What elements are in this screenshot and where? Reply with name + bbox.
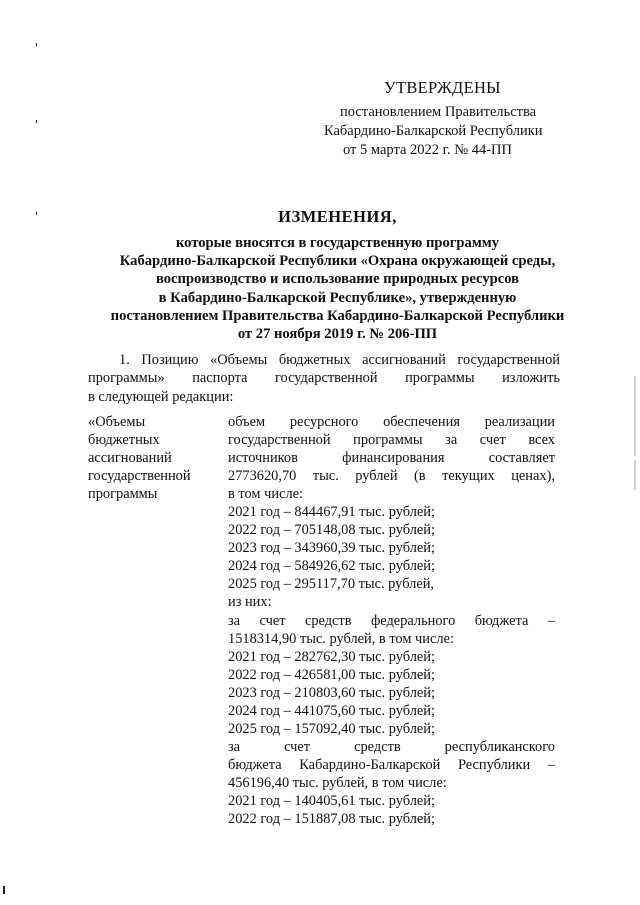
content-line: 456196,40 тыс. рублей, в том числе: bbox=[228, 774, 447, 791]
content-line: 2022 год – 705148,08 тыс. рублей; bbox=[228, 522, 435, 539]
subtitle-line: воспроизводство и использование природных ресурсов bbox=[155, 271, 520, 288]
document-subtitle bbox=[80, 234, 595, 343]
content-line: за счет средств федерального бюджета – bbox=[228, 612, 555, 629]
paragraph-1 bbox=[88, 351, 560, 406]
content-line: источников финансирования составляет bbox=[228, 450, 555, 467]
content-line: объем ресурсного обеспечения реализации bbox=[228, 414, 555, 430]
content-line: 2773620,70 тыс. рублей (в текущих ценах), bbox=[228, 468, 555, 485]
content-line: государственной программы за счет всех bbox=[228, 432, 555, 449]
content-line: 2021 год – 844467,91 тыс. рублей; bbox=[228, 504, 435, 521]
subtitle-line: постановлением Правительства Кабардино-Балкарской Республики bbox=[110, 307, 565, 324]
label-line: программы bbox=[88, 486, 158, 503]
approval-line-2: Кабардино-Балкарской Республики bbox=[324, 123, 543, 139]
scan-speck bbox=[36, 43, 37, 46]
scan-speck bbox=[36, 120, 37, 123]
subtitle-line: от 27 ноября 2019 г. № 206-ПП bbox=[237, 326, 438, 343]
content-line: 1518314,90 тыс. рублей, в том числе: bbox=[228, 630, 454, 647]
content-line: 2025 год – 295117,70 тыс. рублей, bbox=[228, 576, 435, 593]
approval-title: УТВЕРЖДЕНЫ bbox=[384, 78, 501, 97]
label-line: государственной bbox=[88, 468, 191, 485]
content-line: 2024 год – 584926,62 тыс. рублей; bbox=[228, 558, 435, 575]
paragraph-line: в следующей редакции: bbox=[88, 388, 234, 405]
scan-edge-mark bbox=[634, 460, 636, 490]
label-line: бюджетных bbox=[88, 432, 160, 449]
content-line: 2023 год – 210803,60 тыс. рублей; bbox=[228, 684, 435, 701]
content-line: 2023 год – 343960,39 тыс. рублей; bbox=[228, 540, 435, 557]
label-line: ассигнований bbox=[88, 450, 172, 467]
scan-speck bbox=[36, 212, 37, 215]
content-line: бюджета Кабардино-Балкарской Республики – bbox=[228, 756, 555, 773]
subtitle-line: Кабардино-Балкарской Республики «Охрана окружающей среды, bbox=[119, 253, 556, 270]
content-line: 2021 год – 282762,30 тыс. рублей; bbox=[228, 648, 435, 665]
subtitle-line: в Кабардино-Балкарской Республике», утвержденную bbox=[158, 289, 517, 306]
approval-line-1: постановлением Правительства bbox=[340, 104, 537, 120]
scan-edge-mark bbox=[634, 376, 636, 456]
table-right-content bbox=[228, 413, 555, 828]
approval-line-3: от 5 марта 2022 г. № 44-ПП bbox=[343, 142, 512, 158]
content-line: 2025 год – 157092,40 тыс. рублей; bbox=[228, 720, 435, 737]
paragraph-line: программы» паспорта государственной программы изложить bbox=[88, 370, 560, 387]
content-line: 2022 год – 426581,00 тыс. рублей; bbox=[228, 666, 435, 683]
content-line: 2024 год – 441075,60 тыс. рублей; bbox=[228, 702, 435, 719]
scan-speck bbox=[3, 886, 5, 894]
subtitle-line: которые вносятся в государственную программу bbox=[175, 235, 500, 251]
label-line: «Объемы bbox=[88, 414, 146, 430]
content-line: за счет средств республиканского bbox=[228, 738, 555, 755]
document-title: ИЗМЕНЕНИЯ, bbox=[278, 207, 397, 226]
content-line: 2022 год – 151887,08 тыс. рублей; bbox=[228, 811, 435, 828]
content-line: 2021 год – 140405,61 тыс. рублей; bbox=[228, 792, 435, 809]
content-line: в том числе: bbox=[228, 486, 304, 503]
content-line: из них: bbox=[228, 594, 272, 611]
paragraph-line: 1. Позицию «Объемы бюджетных ассигнований государственной bbox=[119, 352, 560, 368]
table-left-label bbox=[88, 413, 213, 503]
